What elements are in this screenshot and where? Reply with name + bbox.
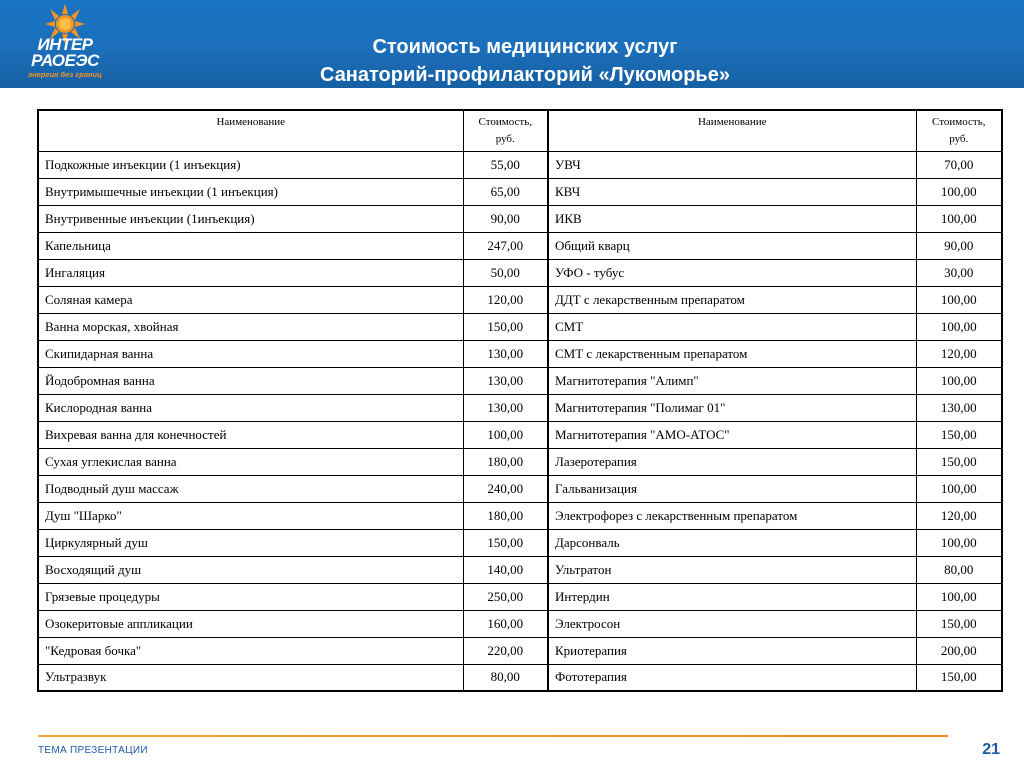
table-row bbox=[38, 583, 1002, 610]
service-name: Душ "Шарко" bbox=[38, 502, 463, 529]
header-cost-left bbox=[463, 110, 548, 151]
service-name: Внутримышечные инъекции (1 инъекция) bbox=[38, 178, 463, 205]
service-name: Кислородная ванна bbox=[38, 394, 463, 421]
service-price: 140,00 bbox=[463, 556, 548, 583]
service-price: 80,00 bbox=[916, 556, 1002, 583]
service-price: 130,00 bbox=[463, 340, 548, 367]
service-name: Соляная камера bbox=[38, 286, 463, 313]
service-price: 120,00 bbox=[463, 286, 548, 313]
service-name: Гальванизация bbox=[548, 475, 916, 502]
service-price: 200,00 bbox=[916, 637, 1002, 664]
table-row bbox=[38, 178, 1002, 205]
table-row bbox=[38, 502, 1002, 529]
service-name: "Кедровая бочка" bbox=[38, 637, 463, 664]
service-price: 150,00 bbox=[463, 529, 548, 556]
service-name: УВЧ bbox=[548, 151, 916, 178]
service-price: 100,00 bbox=[916, 286, 1002, 313]
header-cost-line1: Стоимость, bbox=[932, 116, 986, 128]
service-price: 70,00 bbox=[916, 151, 1002, 178]
service-name: Электросон bbox=[548, 610, 916, 637]
table-row bbox=[38, 232, 1002, 259]
service-name: Йодобромная ванна bbox=[38, 367, 463, 394]
header-cost-line2: руб. bbox=[495, 133, 515, 145]
table-row bbox=[38, 556, 1002, 583]
service-name: Ванна морская, хвойная bbox=[38, 313, 463, 340]
table-row bbox=[38, 340, 1002, 367]
service-price: 150,00 bbox=[916, 448, 1002, 475]
table-row bbox=[38, 259, 1002, 286]
table-row bbox=[38, 475, 1002, 502]
header-cost-right bbox=[916, 110, 1002, 151]
table-body bbox=[38, 151, 1002, 691]
service-price: 90,00 bbox=[916, 232, 1002, 259]
logo-text-inter: ИНТЕР bbox=[37, 35, 93, 54]
service-name: Восходящий душ bbox=[38, 556, 463, 583]
title-line-1: Стоимость медицинских услуг bbox=[372, 36, 678, 58]
logo-text-raoees: РАОЕЭС bbox=[31, 51, 99, 70]
service-price: 55,00 bbox=[463, 151, 548, 178]
service-price: 180,00 bbox=[463, 502, 548, 529]
service-name: Ингаляция bbox=[38, 259, 463, 286]
table-row bbox=[38, 367, 1002, 394]
header-name-right: Наименование bbox=[548, 110, 916, 151]
service-name: Ультратон bbox=[548, 556, 916, 583]
service-name: Электрофорез с лекарственным препаратом bbox=[548, 502, 916, 529]
service-price: 150,00 bbox=[916, 421, 1002, 448]
service-name: КВЧ bbox=[548, 178, 916, 205]
service-price: 100,00 bbox=[916, 583, 1002, 610]
service-price: 65,00 bbox=[463, 178, 548, 205]
title-line-2: Санаторий-профилакторий «Лукоморье» bbox=[320, 64, 730, 86]
logo-tagline: энергия без границ bbox=[28, 70, 102, 79]
service-price: 240,00 bbox=[463, 475, 548, 502]
table-row bbox=[38, 664, 1002, 691]
table-row bbox=[38, 313, 1002, 340]
table-row bbox=[38, 286, 1002, 313]
header-cost-line1: Стоимость, bbox=[478, 116, 532, 128]
service-price: 150,00 bbox=[463, 313, 548, 340]
service-name: Фототерапия bbox=[548, 664, 916, 691]
service-price: 100,00 bbox=[916, 529, 1002, 556]
service-name: Лазеротерапия bbox=[548, 448, 916, 475]
service-price: 150,00 bbox=[916, 610, 1002, 637]
service-name: Криотерапия bbox=[548, 637, 916, 664]
service-name: Магнитотерапия "АМО-АТОС" bbox=[548, 421, 916, 448]
table-row bbox=[38, 421, 1002, 448]
table-row bbox=[38, 448, 1002, 475]
service-name: Скипидарная ванна bbox=[38, 340, 463, 367]
service-price: 100,00 bbox=[916, 178, 1002, 205]
service-name: Сухая углекислая ванна bbox=[38, 448, 463, 475]
table-row bbox=[38, 394, 1002, 421]
table-row bbox=[38, 529, 1002, 556]
table-row bbox=[38, 610, 1002, 637]
service-name: Озокеритовые аппликации bbox=[38, 610, 463, 637]
header-cost-line2: руб. bbox=[949, 133, 969, 145]
table-row bbox=[38, 637, 1002, 664]
service-name: Капельница bbox=[38, 232, 463, 259]
service-price: 180,00 bbox=[463, 448, 548, 475]
footer-divider bbox=[38, 735, 948, 737]
service-price: 120,00 bbox=[916, 502, 1002, 529]
service-name: Интердин bbox=[548, 583, 916, 610]
service-price: 100,00 bbox=[916, 475, 1002, 502]
service-price: 50,00 bbox=[463, 259, 548, 286]
table-row bbox=[38, 205, 1002, 232]
service-name: ИКВ bbox=[548, 205, 916, 232]
service-price: 90,00 bbox=[463, 205, 548, 232]
service-name: Грязевые процедуры bbox=[38, 583, 463, 610]
service-name: Ультразвук bbox=[38, 664, 463, 691]
service-price: 220,00 bbox=[463, 637, 548, 664]
service-price: 120,00 bbox=[916, 340, 1002, 367]
service-name: СМТ bbox=[548, 313, 916, 340]
header-banner bbox=[0, 0, 1024, 88]
service-price: 130,00 bbox=[916, 394, 1002, 421]
service-price: 100,00 bbox=[916, 313, 1002, 340]
price-table bbox=[37, 109, 1003, 692]
service-name: Магнитотерапия "Алимп" bbox=[548, 367, 916, 394]
service-price: 100,00 bbox=[916, 367, 1002, 394]
company-logo bbox=[22, 4, 108, 84]
service-price: 250,00 bbox=[463, 583, 548, 610]
service-price: 130,00 bbox=[463, 394, 548, 421]
footer-topic: ТЕМА ПРЕЗЕНТАЦИИ bbox=[38, 745, 148, 756]
service-name: Внутривенные инъекции (1инъекция) bbox=[38, 205, 463, 232]
service-price: 80,00 bbox=[463, 664, 548, 691]
service-name: СМТ с лекарственным препаратом bbox=[548, 340, 916, 367]
table-row bbox=[38, 151, 1002, 178]
service-price: 130,00 bbox=[463, 367, 548, 394]
service-price: 100,00 bbox=[463, 421, 548, 448]
service-price: 100,00 bbox=[916, 205, 1002, 232]
service-name: Магнитотерапия "Полимаг 01" bbox=[548, 394, 916, 421]
service-price: 247,00 bbox=[463, 232, 548, 259]
service-price: 150,00 bbox=[916, 664, 1002, 691]
service-name: Подводный душ массаж bbox=[38, 475, 463, 502]
service-price: 160,00 bbox=[463, 610, 548, 637]
service-name: Циркулярный душ bbox=[38, 529, 463, 556]
service-name: ДДТ с лекарственным препаратом bbox=[548, 286, 916, 313]
service-name: Дарсонваль bbox=[548, 529, 916, 556]
service-name: Вихревая ванна для конечностей bbox=[38, 421, 463, 448]
header-name-left: Наименование bbox=[38, 110, 463, 151]
service-price: 30,00 bbox=[916, 259, 1002, 286]
service-name: Общий кварц bbox=[548, 232, 916, 259]
service-name: Подкожные инъекции (1 инъекция) bbox=[38, 151, 463, 178]
page-title bbox=[230, 33, 820, 89]
table-header-row bbox=[38, 110, 1002, 151]
service-name: УФО - тубус bbox=[548, 259, 916, 286]
page-number: 21 bbox=[982, 741, 1000, 758]
